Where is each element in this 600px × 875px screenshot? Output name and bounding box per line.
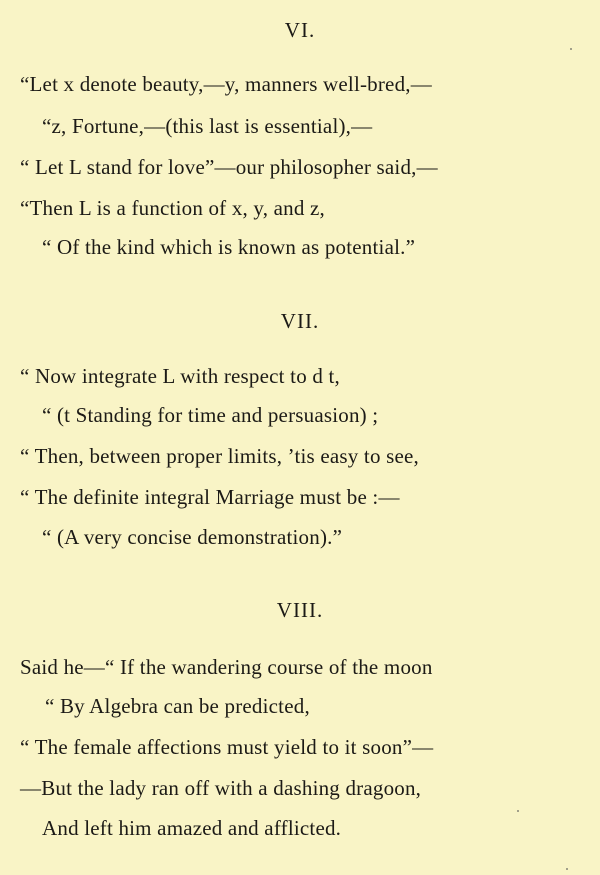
- stanza-vii-line-4: “ The definite integral Marriage must be :—: [20, 485, 400, 509]
- stanza-viii-line-3: “ The female affections must yield to it soon”—: [20, 735, 434, 759]
- stanza-vi-line-5: “ Of the kind which is known as potential.”: [42, 235, 416, 259]
- stanza-viii-line-5: And left him amazed and afflicted.: [42, 816, 342, 840]
- print-speck: [566, 868, 568, 870]
- stanza-heading-vi: VI.: [284, 18, 316, 42]
- stanza-vii-line-1: “ Now integrate L with respect to d t,: [20, 364, 340, 388]
- stanza-vii-line-5: “ (A very concise demonstration).”: [42, 525, 343, 549]
- stanza-vi-line-2: “z, Fortune,—(this last is essential),—: [42, 114, 373, 138]
- stanza-vii-line-2: “ (t Standing for time and persuasion) ;: [42, 403, 379, 427]
- print-speck: [517, 810, 519, 812]
- stanza-vi-line-3: “ Let L stand for love”—our philosopher said,—: [20, 155, 438, 179]
- stanza-viii-line-1: Said he—“ If the wandering course of the moon: [20, 655, 433, 679]
- print-speck: [570, 48, 572, 50]
- stanza-viii-line-2: “ By Algebra can be predicted,: [45, 694, 310, 718]
- stanza-vii-line-3: “ Then, between proper limits, ’tis easy to see,: [20, 444, 419, 468]
- stanza-viii-line-4: —But the lady ran off with a dashing dragoon,: [20, 776, 422, 800]
- stanza-heading-viii: VIII.: [276, 598, 324, 622]
- stanza-vi-line-4: “Then L is a function of x, y, and z,: [20, 196, 325, 220]
- stanza-heading-vii: VII.: [280, 309, 320, 333]
- stanza-vi-line-1: “Let x denote beauty,—y, manners well-bred,—: [20, 72, 432, 96]
